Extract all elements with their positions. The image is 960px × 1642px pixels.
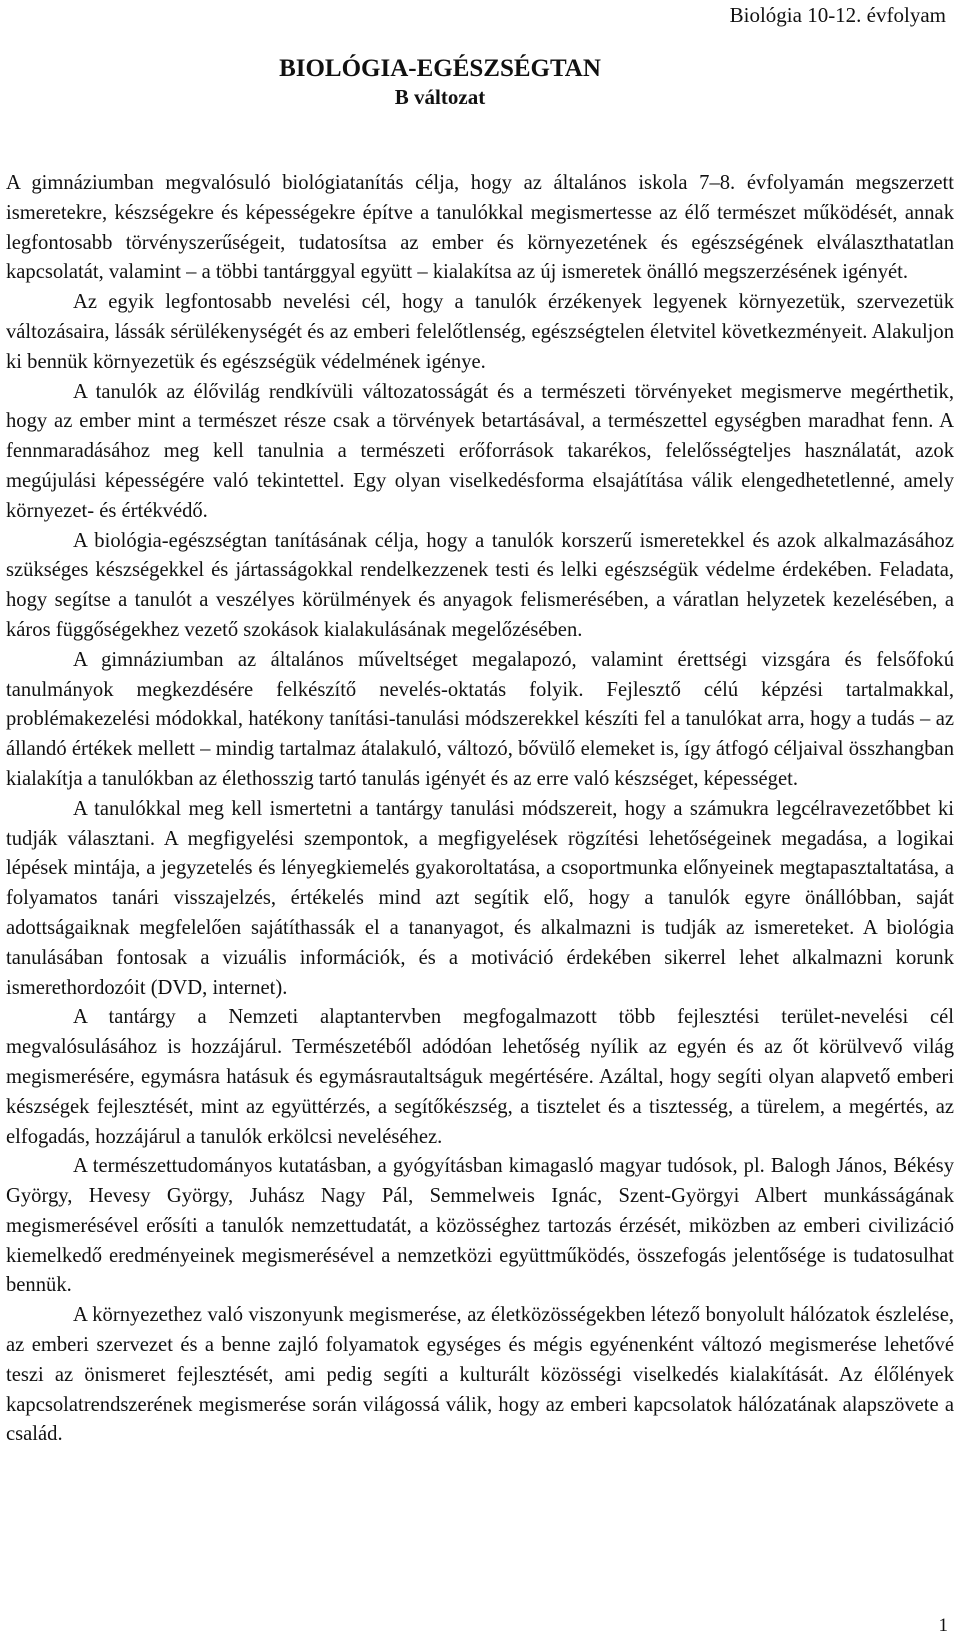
- paragraph-4: A biológia-egészségtan tanításának célja, hogy a tanulók korszerű ismeretekkel és azok alkalmazásához szükséges készségekkel és jártasságokkal rendelkezzenek testi és lelki egészségük védelme érdekében. Feladata, hogy segítse a tanulót a veszélyes körülmények és anyagok felismerésében, a váratlan helyzetek kezelésében, a káros függőségekhez vezető szokások kialakulásának megelőzésében.: [6, 529, 954, 641]
- paragraph-8: A természettudományos kutatásban, a gyógyításban kimagasló magyar tudósok, pl. Balogh János, Békésy György, Hevesy György, Juhász Nagy Pál, Semmelweis Ignác, Szent-Györgyi Albert munkásságának megismerésével erősíti a tanulók nemzettudatát, a közösséghez tartozás érzését, miközben az emberi civilizáció kiemelkedő eredményeinek megismerésével a nemzetközi együttműködés, összefogás jelentősége is tudatosulhat bennük.: [6, 1155, 954, 1297]
- paragraph-2: Az egyik legfontosabb nevelési cél, hogy a tanulók érzékenyek legyenek környezetük, szervezetük változásaira, lássák sérülékenységét és az emberi felelőtlenség, egészségtelen életvitel következményeit. Alakuljon ki bennük környezetük és egészségük védelmének igénye.: [6, 291, 954, 373]
- title-block: [0, 53, 880, 111]
- paragraph-5: A gimnáziumban az általános műveltséget megalapozó, valamint érettségi vizsgára és felsőfokú tanulmányok megkezdésére felkészítő nevelés-oktatás folyik. Fejlesztő célú képzési tartalmakkal, problémakezelési módokkal, hatékony tanítási-tanulási módszerekkel készíti fel a tanulókat arra, hogy a tudás – az állandó értékek mellett – mindig tartalmaz átalakuló, változó, bővülő elemeket is, így átfogó céljaival összhangban kialakítja a tanulókban az élethosszig tartó tanulás igényét és az erre való készséget, képességet.: [6, 648, 954, 790]
- paragraph-7: A tantárgy a Nemzeti alaptantervben megfogalmazott több fejlesztési terület-nevelési cél megvalósulásához is hozzájárul. Természetéből adódóan lehetőség nyílik az egyén és az őt körülvevő világ megismerésére, egymásra hatásuk és egymásrautaltságuk megértésére. Azáltal, hogy segíti olyan alapvető emberi készségek fejlesztését, mint az együttérzés, a segítőkészség, a tisztelet és a tisztesség, a türelem, a megértés, az elfogadás, hozzájárul a tanulók erkölcsi neveléséhez.: [6, 1006, 954, 1148]
- document-title: BIOLÓGIA-EGÉSZSÉGTAN: [279, 55, 601, 82]
- header-course-label: Biológia 10-12. évfolyam: [729, 3, 946, 27]
- paragraph-6: A tanulókkal meg kell ismertetni a tantárgy tanulási módszereit, hogy a számukra legcélravezetőbbet ki tudják választani. A megfigyelési szempontok, a megfigyelések rögzítési lehetőségeinek megadása, a logikai lépések mintája, a jegyzetelés és lényegkiemelés gyakoroltatása, a csoportmunka előnyeinek megtapasztaltatása, a folyamatos tanári visszajelzés, értékelés mind azt segítik elő, hogy a tanulók egyre önállóbban, saját adottságaiknak megfelelően sajátíthassák el a tananyagot, és alkalmazni is tudják az ismereteket. A biológia tanulásában fontosak a vizuális információk, és a motiváció érdekében sikerrel lehet alkalmazni korunk ismerethordozóit (DVD, internet).: [6, 797, 954, 999]
- document-subtitle: B változat: [394, 85, 486, 109]
- paragraph-9: A környezethez való viszonyunk megismerése, az életközösségekben létező bonyolult hálózatok észlelése, az emberi szervezet és a benne zajló folyamatok egységes és mégis egyénenként változó megismerése lehetővé teszi az önismeret fejlesztését, ami pedig segíti a kulturált közösségi viselkedés kialakítását. Az élőlények kapcsolatrendszerének megismerése során világossá válik, hogy az emberi kapcsolatok hálózatának alapszövete a család.: [6, 1304, 954, 1446]
- paragraph-3: A tanulók az élővilág rendkívüli változatosságát és a természeti törvényeket megismerve megérthetik, hogy az ember mint a természet része csak a törvények betartásával, a természettel egységben maradhat fenn. A fennmaradásához meg kell tanulnia a természeti erőforrások takarékos, felelősségteljes használatát, azok megújulási képességére való tekintettel. Egy olyan viselkedésforma elsajátítása válik elengedhetetlenné, amely környezet- és értékvédő.: [6, 380, 954, 522]
- body-text: [6, 169, 954, 1450]
- paragraph-1: A gimnáziumban megvalósuló biológiatanítás célja, hogy az általános iskola 7–8. évfolyamán megszerzett ismeretekre, készségekre és képességekre építve a tanulókkal megismertesse az élő természet működését, annak legfontosabb törvényszerűségeit, tudatosítsa az ember és környezetének és egészségének elválaszthatatlan kapcsolatát, valamint – a többi tantárggyal együtt – kialakítsa az új ismeretek önálló megszerzésének igényét.: [6, 172, 954, 284]
- page-number: 1: [938, 1615, 948, 1636]
